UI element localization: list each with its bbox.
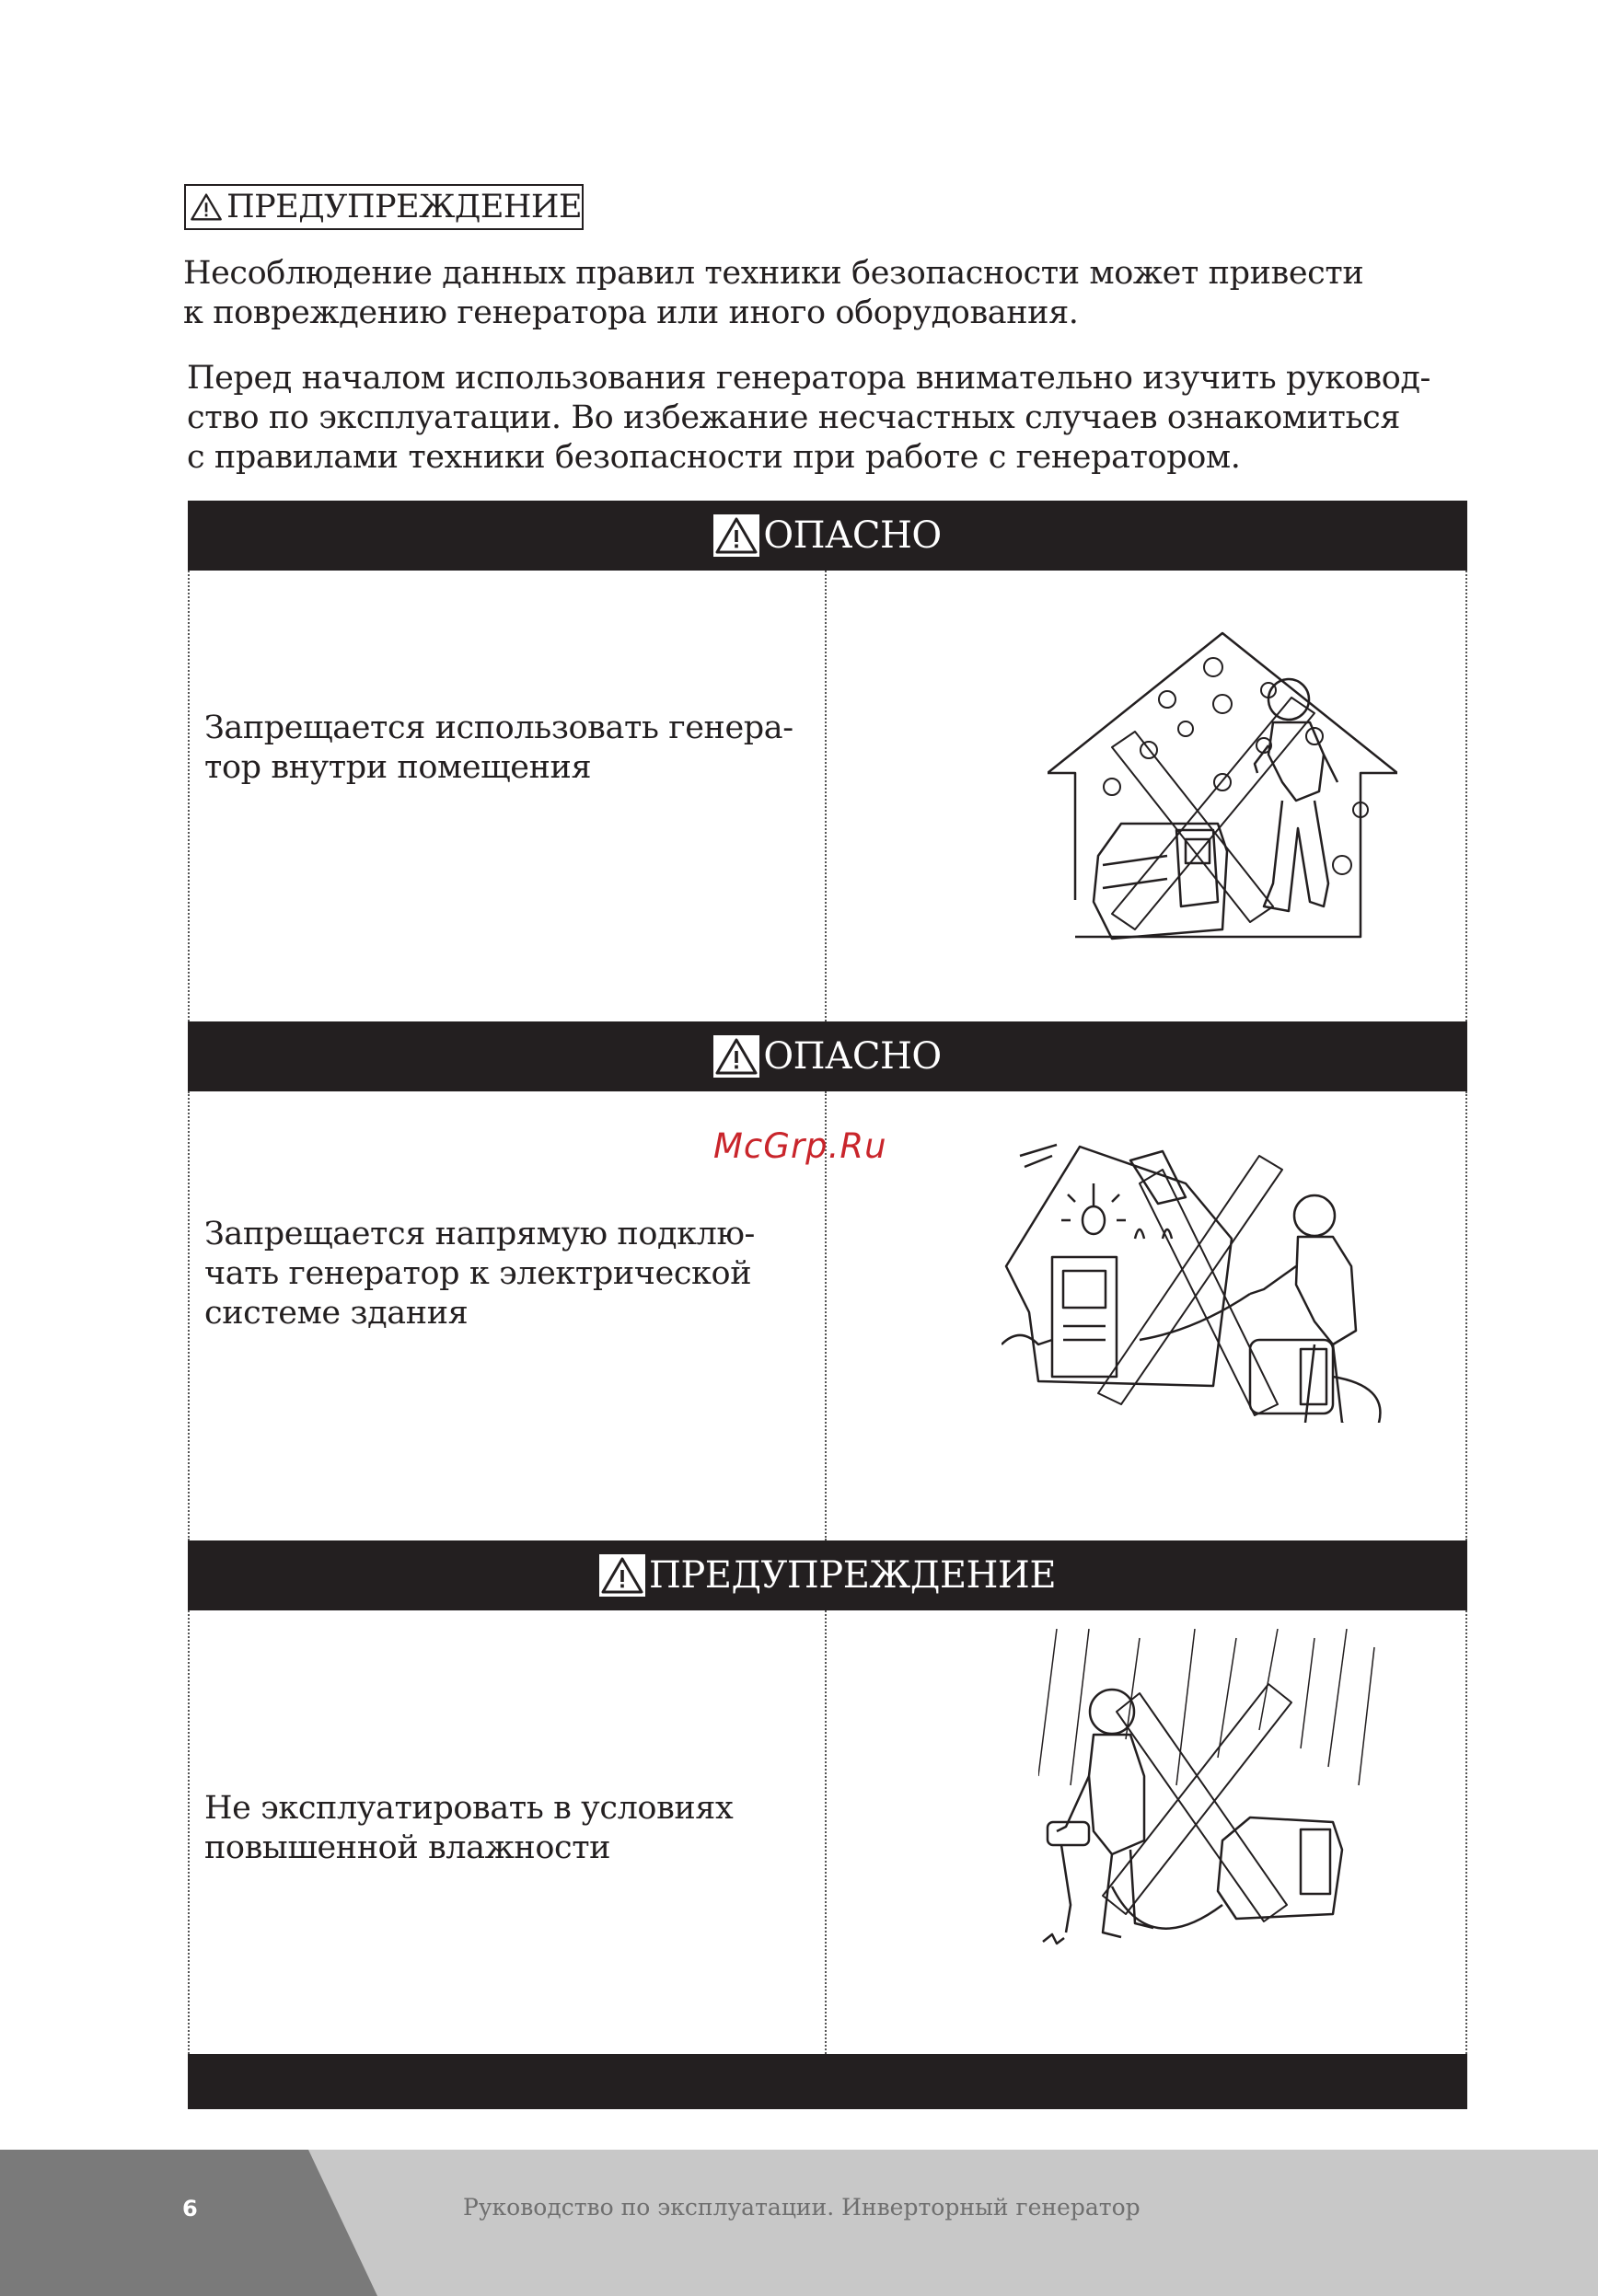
- paragraph-line: Перед началом использования генератора внимательно изучить руковод-: [187, 360, 1430, 397]
- warning-header-box: [184, 184, 584, 230]
- warning-triangle-icon: [713, 514, 759, 557]
- paragraph-line: Несоблюдение данных правил техники безопасности может привести: [183, 255, 1364, 292]
- generator-building-connection-illustration: [1002, 1128, 1407, 1423]
- banner-label: ОПАСНО: [763, 1035, 942, 1078]
- paragraph-line: ство по эксплуатации. Во избежание несчастных случаев ознакомиться: [187, 399, 1401, 436]
- intro-paragraph-1: [183, 254, 1363, 333]
- banner-label: ПРЕДУПРЕЖДЕНИЕ: [648, 1554, 1057, 1597]
- section-1-text-cell: [188, 571, 827, 1021]
- text-line: повышенной влажности: [204, 1829, 611, 1866]
- text-line: тор внутри помещения: [204, 749, 592, 786]
- banner-label: ОПАСНО: [763, 514, 942, 557]
- section-3-text-cell: [188, 1610, 827, 2054]
- section-2-text: [204, 1215, 755, 1333]
- text-line: системе здания: [204, 1295, 469, 1332]
- warning-triangle-icon: [190, 189, 223, 225]
- section-1-text: [204, 709, 793, 788]
- warning-banner-3: [188, 1540, 1467, 1610]
- page-number: 6: [182, 2196, 198, 2221]
- warning-triangle-icon: [599, 1554, 645, 1597]
- danger-banner-1: [188, 501, 1467, 571]
- section-3-text: [204, 1789, 733, 1868]
- watermark: McGrp.Ru: [713, 1126, 887, 1166]
- section-2-image-cell: [827, 1091, 1467, 1540]
- table-bottom-bar: [188, 2054, 1467, 2109]
- paragraph-line: к повреждению генератора или иного оборудования.: [183, 294, 1079, 331]
- text-line: чать генератор к электрической: [204, 1255, 752, 1292]
- generator-indoors-illustration: [1048, 626, 1397, 948]
- warning-header-label: ПРЕДУПРЕЖДЕНИЕ: [226, 189, 582, 225]
- paragraph-line: с правилами техники безопасности при работе с генератором.: [187, 439, 1241, 476]
- footer-dark-tab: [0, 2150, 377, 2296]
- danger-banner-2: [188, 1021, 1467, 1091]
- footer-title: Руководство по эксплуатации. Инверторный генератор: [463, 2194, 1141, 2221]
- safety-table: [188, 501, 1467, 2109]
- text-line: Запрещается напрямую подклю-: [204, 1216, 755, 1252]
- intro-paragraph-2: [187, 359, 1430, 478]
- section-1-image-cell: [827, 571, 1467, 1021]
- warning-triangle-icon: [713, 1035, 759, 1078]
- generator-in-rain-illustration: [1038, 1629, 1388, 1988]
- page-footer: [0, 2150, 1598, 2296]
- section-3-image-cell: [827, 1610, 1467, 2054]
- text-line: Запрещается использовать генера-: [204, 710, 793, 746]
- text-line: Не эксплуатировать в условиях: [204, 1790, 734, 1827]
